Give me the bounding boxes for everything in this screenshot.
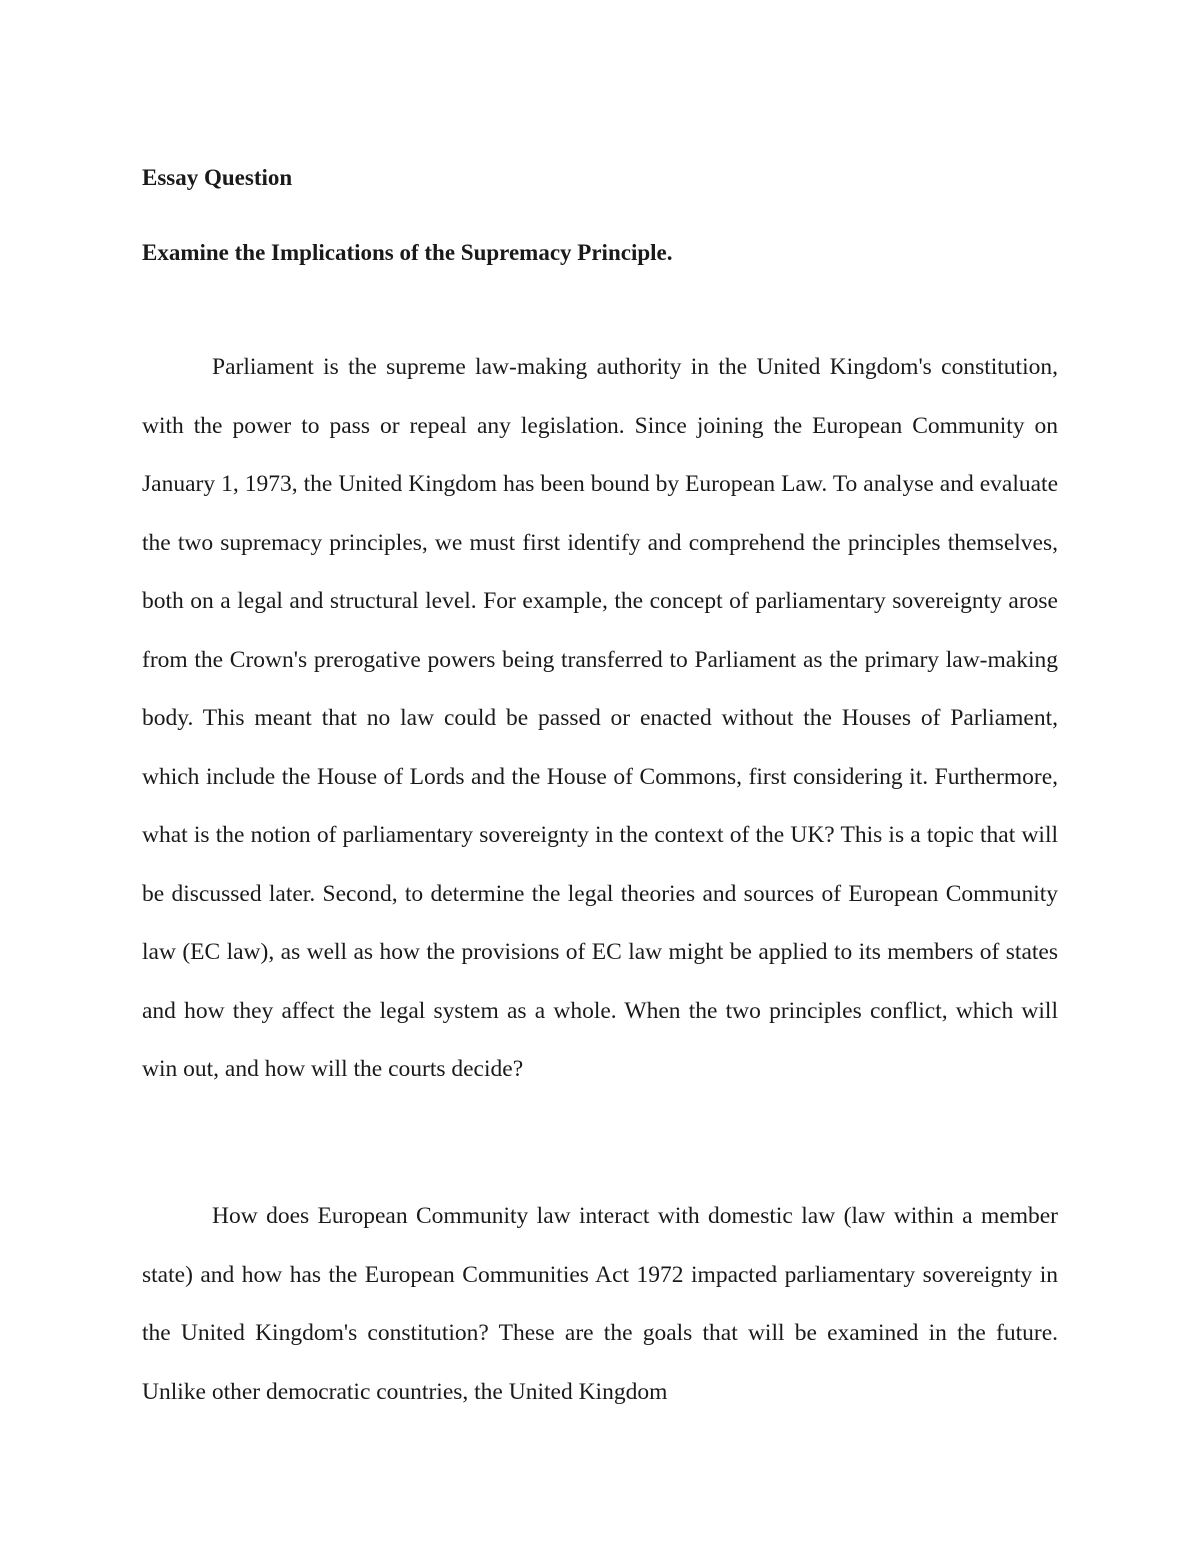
body-paragraph: How does European Community law interact with domestic law (law within a member state) and how has the European Communities Act 1972 impacted parliamentary sovereignty in the United Kingdom's constitution? These are the goals that will be examined in the future. Unlike other democratic countries, the United Kingdom: [142, 1203, 1058, 1405]
body-paragraph: Parliament is the supreme law-making authority in the United Kingdom's constitution, with the power to pass or repeal any legislation. Since joining the European Community on January 1, 1973, the United Kingdom has been bound by European Law. To analyse and evaluate the two supremacy principles, we must first identify and comprehend the principles themselves, both on a legal and structural level. For example, the concept of parliamentary sovereignty arose from the Crown's prerogative powers being transferred to Parliament as the primary law-making body. This meant that no law could be passed or enacted without the Houses of Parliament, which include the House of Lords and the House of Commons, first considering it. Furthermore, what is the notion of parliamentary sovereignty in the context of the UK? This is a topic that will be discussed later. Second, to determine the legal theories and sources of European Community law (EC law), as well as how the provisions of EC law might be applied to its members of states and how they affect the legal system as a whole. When the two principles conflict, which will win out, and how will the courts decide?: [142, 354, 1058, 1082]
essay-heading: Essay Question: [142, 165, 293, 190]
essay-question: Examine the Implications of the Supremacy Principle.: [142, 240, 673, 265]
